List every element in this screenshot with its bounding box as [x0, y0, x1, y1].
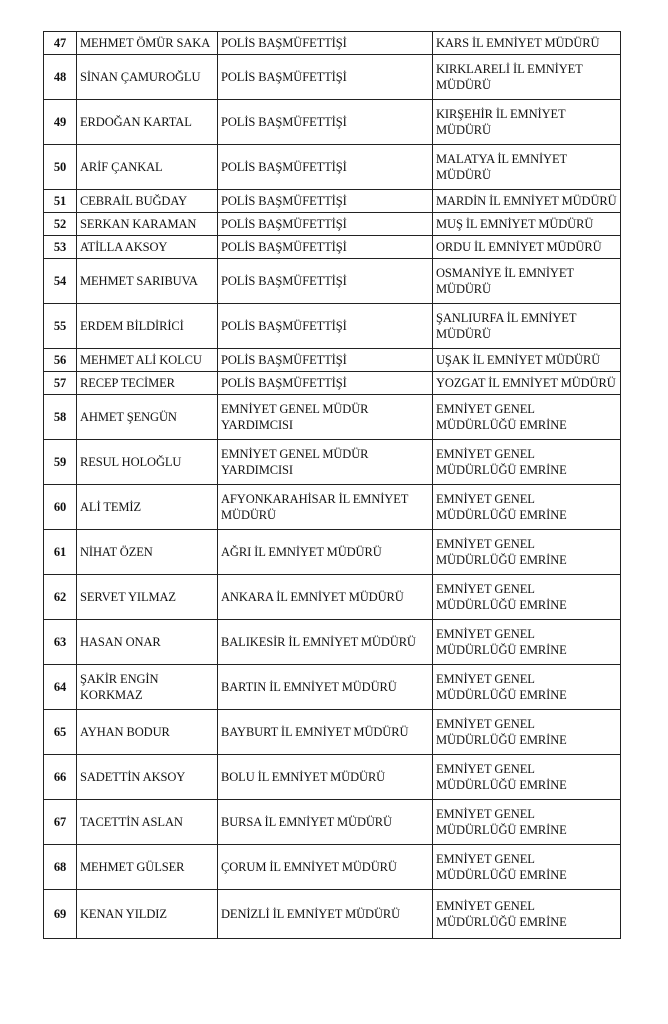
- new-assignment: EMNİYET GENEL MÜDÜRLÜĞÜ EMRİNE: [433, 710, 621, 755]
- new-assignment: KIRKLARELİ İL EMNİYET MÜDÜRÜ: [433, 55, 621, 100]
- new-assignment: MUŞ İL EMNİYET MÜDÜRÜ: [433, 213, 621, 236]
- row-number: 64: [44, 665, 77, 710]
- new-assignment: UŞAK İL EMNİYET MÜDÜRÜ: [433, 349, 621, 372]
- new-assignment: MALATYA İL EMNİYET MÜDÜRÜ: [433, 145, 621, 190]
- table-row: [44, 710, 621, 755]
- new-assignment: EMNİYET GENEL MÜDÜRLÜĞÜ EMRİNE: [433, 755, 621, 800]
- row-number: 52: [44, 213, 77, 236]
- row-number: 61: [44, 530, 77, 575]
- table-row: [44, 349, 621, 372]
- current-position: DENİZLİ İL EMNİYET MÜDÜRÜ: [218, 890, 433, 939]
- row-number: 48: [44, 55, 77, 100]
- row-number: 51: [44, 190, 77, 213]
- table-row: [44, 304, 621, 349]
- person-name: MEHMET SARIBUVA: [77, 259, 218, 304]
- table-row: [44, 395, 621, 440]
- person-name: SADETTİN AKSOY: [77, 755, 218, 800]
- person-name: CEBRAİL BUĞDAY: [77, 190, 218, 213]
- current-position: EMNİYET GENEL MÜDÜR YARDIMCISI: [218, 440, 433, 485]
- row-number: 65: [44, 710, 77, 755]
- person-name: ATİLLA AKSOY: [77, 236, 218, 259]
- table-row: [44, 665, 621, 710]
- person-name: ALİ TEMİZ: [77, 485, 218, 530]
- person-name: SERKAN KARAMAN: [77, 213, 218, 236]
- table-row: [44, 845, 621, 890]
- new-assignment: MARDİN İL EMNİYET MÜDÜRÜ: [433, 190, 621, 213]
- table-row: [44, 620, 621, 665]
- new-assignment: EMNİYET GENEL MÜDÜRLÜĞÜ EMRİNE: [433, 485, 621, 530]
- row-number: 55: [44, 304, 77, 349]
- table-row: [44, 890, 621, 939]
- new-assignment: KIRŞEHİR İL EMNİYET MÜDÜRÜ: [433, 100, 621, 145]
- table-row: [44, 100, 621, 145]
- table-row: [44, 236, 621, 259]
- row-number: 60: [44, 485, 77, 530]
- person-name: HASAN ONAR: [77, 620, 218, 665]
- row-number: 68: [44, 845, 77, 890]
- row-number: 66: [44, 755, 77, 800]
- current-position: BURSA İL EMNİYET MÜDÜRÜ: [218, 800, 433, 845]
- new-assignment: EMNİYET GENEL MÜDÜRLÜĞÜ EMRİNE: [433, 800, 621, 845]
- person-name: ŞAKİR ENGİN KORKMAZ: [77, 665, 218, 710]
- table-row: [44, 575, 621, 620]
- new-assignment: EMNİYET GENEL MÜDÜRLÜĞÜ EMRİNE: [433, 575, 621, 620]
- row-number: 54: [44, 259, 77, 304]
- new-assignment: KARS İL EMNİYET MÜDÜRÜ: [433, 32, 621, 55]
- table-row: [44, 440, 621, 485]
- row-number: 67: [44, 800, 77, 845]
- person-name: TACETTİN ASLAN: [77, 800, 218, 845]
- row-number: 56: [44, 349, 77, 372]
- new-assignment: EMNİYET GENEL MÜDÜRLÜĞÜ EMRİNE: [433, 665, 621, 710]
- table-row: [44, 55, 621, 100]
- table-row: [44, 145, 621, 190]
- table-row: [44, 485, 621, 530]
- current-position: POLİS BAŞMÜFETTİŞİ: [218, 372, 433, 395]
- person-name: ERDEM BİLDİRİCİ: [77, 304, 218, 349]
- current-position: AĞRI İL EMNİYET MÜDÜRÜ: [218, 530, 433, 575]
- person-name: MEHMET GÜLSER: [77, 845, 218, 890]
- row-number: 63: [44, 620, 77, 665]
- table-row: [44, 755, 621, 800]
- person-name: SERVET YILMAZ: [77, 575, 218, 620]
- appointment-table-body: [44, 32, 621, 939]
- current-position: POLİS BAŞMÜFETTİŞİ: [218, 236, 433, 259]
- person-name: ARİF ÇANKAL: [77, 145, 218, 190]
- table-row: [44, 259, 621, 304]
- row-number: 50: [44, 145, 77, 190]
- new-assignment: EMNİYET GENEL MÜDÜRLÜĞÜ EMRİNE: [433, 530, 621, 575]
- current-position: BALIKESİR İL EMNİYET MÜDÜRÜ: [218, 620, 433, 665]
- current-position: ANKARA İL EMNİYET MÜDÜRÜ: [218, 575, 433, 620]
- table-row: [44, 190, 621, 213]
- row-number: 57: [44, 372, 77, 395]
- current-position: POLİS BAŞMÜFETTİŞİ: [218, 145, 433, 190]
- new-assignment: OSMANİYE İL EMNİYET MÜDÜRÜ: [433, 259, 621, 304]
- row-number: 58: [44, 395, 77, 440]
- row-number: 47: [44, 32, 77, 55]
- current-position: POLİS BAŞMÜFETTİŞİ: [218, 304, 433, 349]
- row-number: 53: [44, 236, 77, 259]
- person-name: MEHMET ÖMÜR SAKA: [77, 32, 218, 55]
- new-assignment: ORDU İL EMNİYET MÜDÜRÜ: [433, 236, 621, 259]
- current-position: ÇORUM İL EMNİYET MÜDÜRÜ: [218, 845, 433, 890]
- current-position: POLİS BAŞMÜFETTİŞİ: [218, 100, 433, 145]
- current-position: POLİS BAŞMÜFETTİŞİ: [218, 190, 433, 213]
- person-name: RECEP TECİMER: [77, 372, 218, 395]
- person-name: NİHAT ÖZEN: [77, 530, 218, 575]
- current-position: POLİS BAŞMÜFETTİŞİ: [218, 32, 433, 55]
- person-name: RESUL HOLOĞLU: [77, 440, 218, 485]
- person-name: KENAN YILDIZ: [77, 890, 218, 939]
- new-assignment: EMNİYET GENEL MÜDÜRLÜĞÜ EMRİNE: [433, 620, 621, 665]
- current-position: BAYBURT İL EMNİYET MÜDÜRÜ: [218, 710, 433, 755]
- row-number: 59: [44, 440, 77, 485]
- appointment-table: [43, 31, 621, 939]
- person-name: ERDOĞAN KARTAL: [77, 100, 218, 145]
- table-row: [44, 213, 621, 236]
- person-name: MEHMET ALİ KOLCU: [77, 349, 218, 372]
- person-name: AHMET ŞENGÜN: [77, 395, 218, 440]
- table-row: [44, 372, 621, 395]
- new-assignment: EMNİYET GENEL MÜDÜRLÜĞÜ EMRİNE: [433, 890, 621, 939]
- new-assignment: EMNİYET GENEL MÜDÜRLÜĞÜ EMRİNE: [433, 395, 621, 440]
- current-position: POLİS BAŞMÜFETTİŞİ: [218, 55, 433, 100]
- current-position: POLİS BAŞMÜFETTİŞİ: [218, 349, 433, 372]
- row-number: 49: [44, 100, 77, 145]
- current-position: BOLU İL EMNİYET MÜDÜRÜ: [218, 755, 433, 800]
- new-assignment: YOZGAT İL EMNİYET MÜDÜRÜ: [433, 372, 621, 395]
- table-row: [44, 530, 621, 575]
- current-position: BARTIN İL EMNİYET MÜDÜRÜ: [218, 665, 433, 710]
- new-assignment: EMNİYET GENEL MÜDÜRLÜĞÜ EMRİNE: [433, 440, 621, 485]
- row-number: 62: [44, 575, 77, 620]
- table-row: [44, 32, 621, 55]
- current-position: POLİS BAŞMÜFETTİŞİ: [218, 213, 433, 236]
- row-number: 69: [44, 890, 77, 939]
- current-position: POLİS BAŞMÜFETTİŞİ: [218, 259, 433, 304]
- new-assignment: EMNİYET GENEL MÜDÜRLÜĞÜ EMRİNE: [433, 845, 621, 890]
- current-position: EMNİYET GENEL MÜDÜR YARDIMCISI: [218, 395, 433, 440]
- new-assignment: ŞANLIURFA İL EMNİYET MÜDÜRÜ: [433, 304, 621, 349]
- person-name: SİNAN ÇAMUROĞLU: [77, 55, 218, 100]
- table-row: [44, 800, 621, 845]
- current-position: AFYONKARAHİSAR İL EMNİYET MÜDÜRÜ: [218, 485, 433, 530]
- person-name: AYHAN BODUR: [77, 710, 218, 755]
